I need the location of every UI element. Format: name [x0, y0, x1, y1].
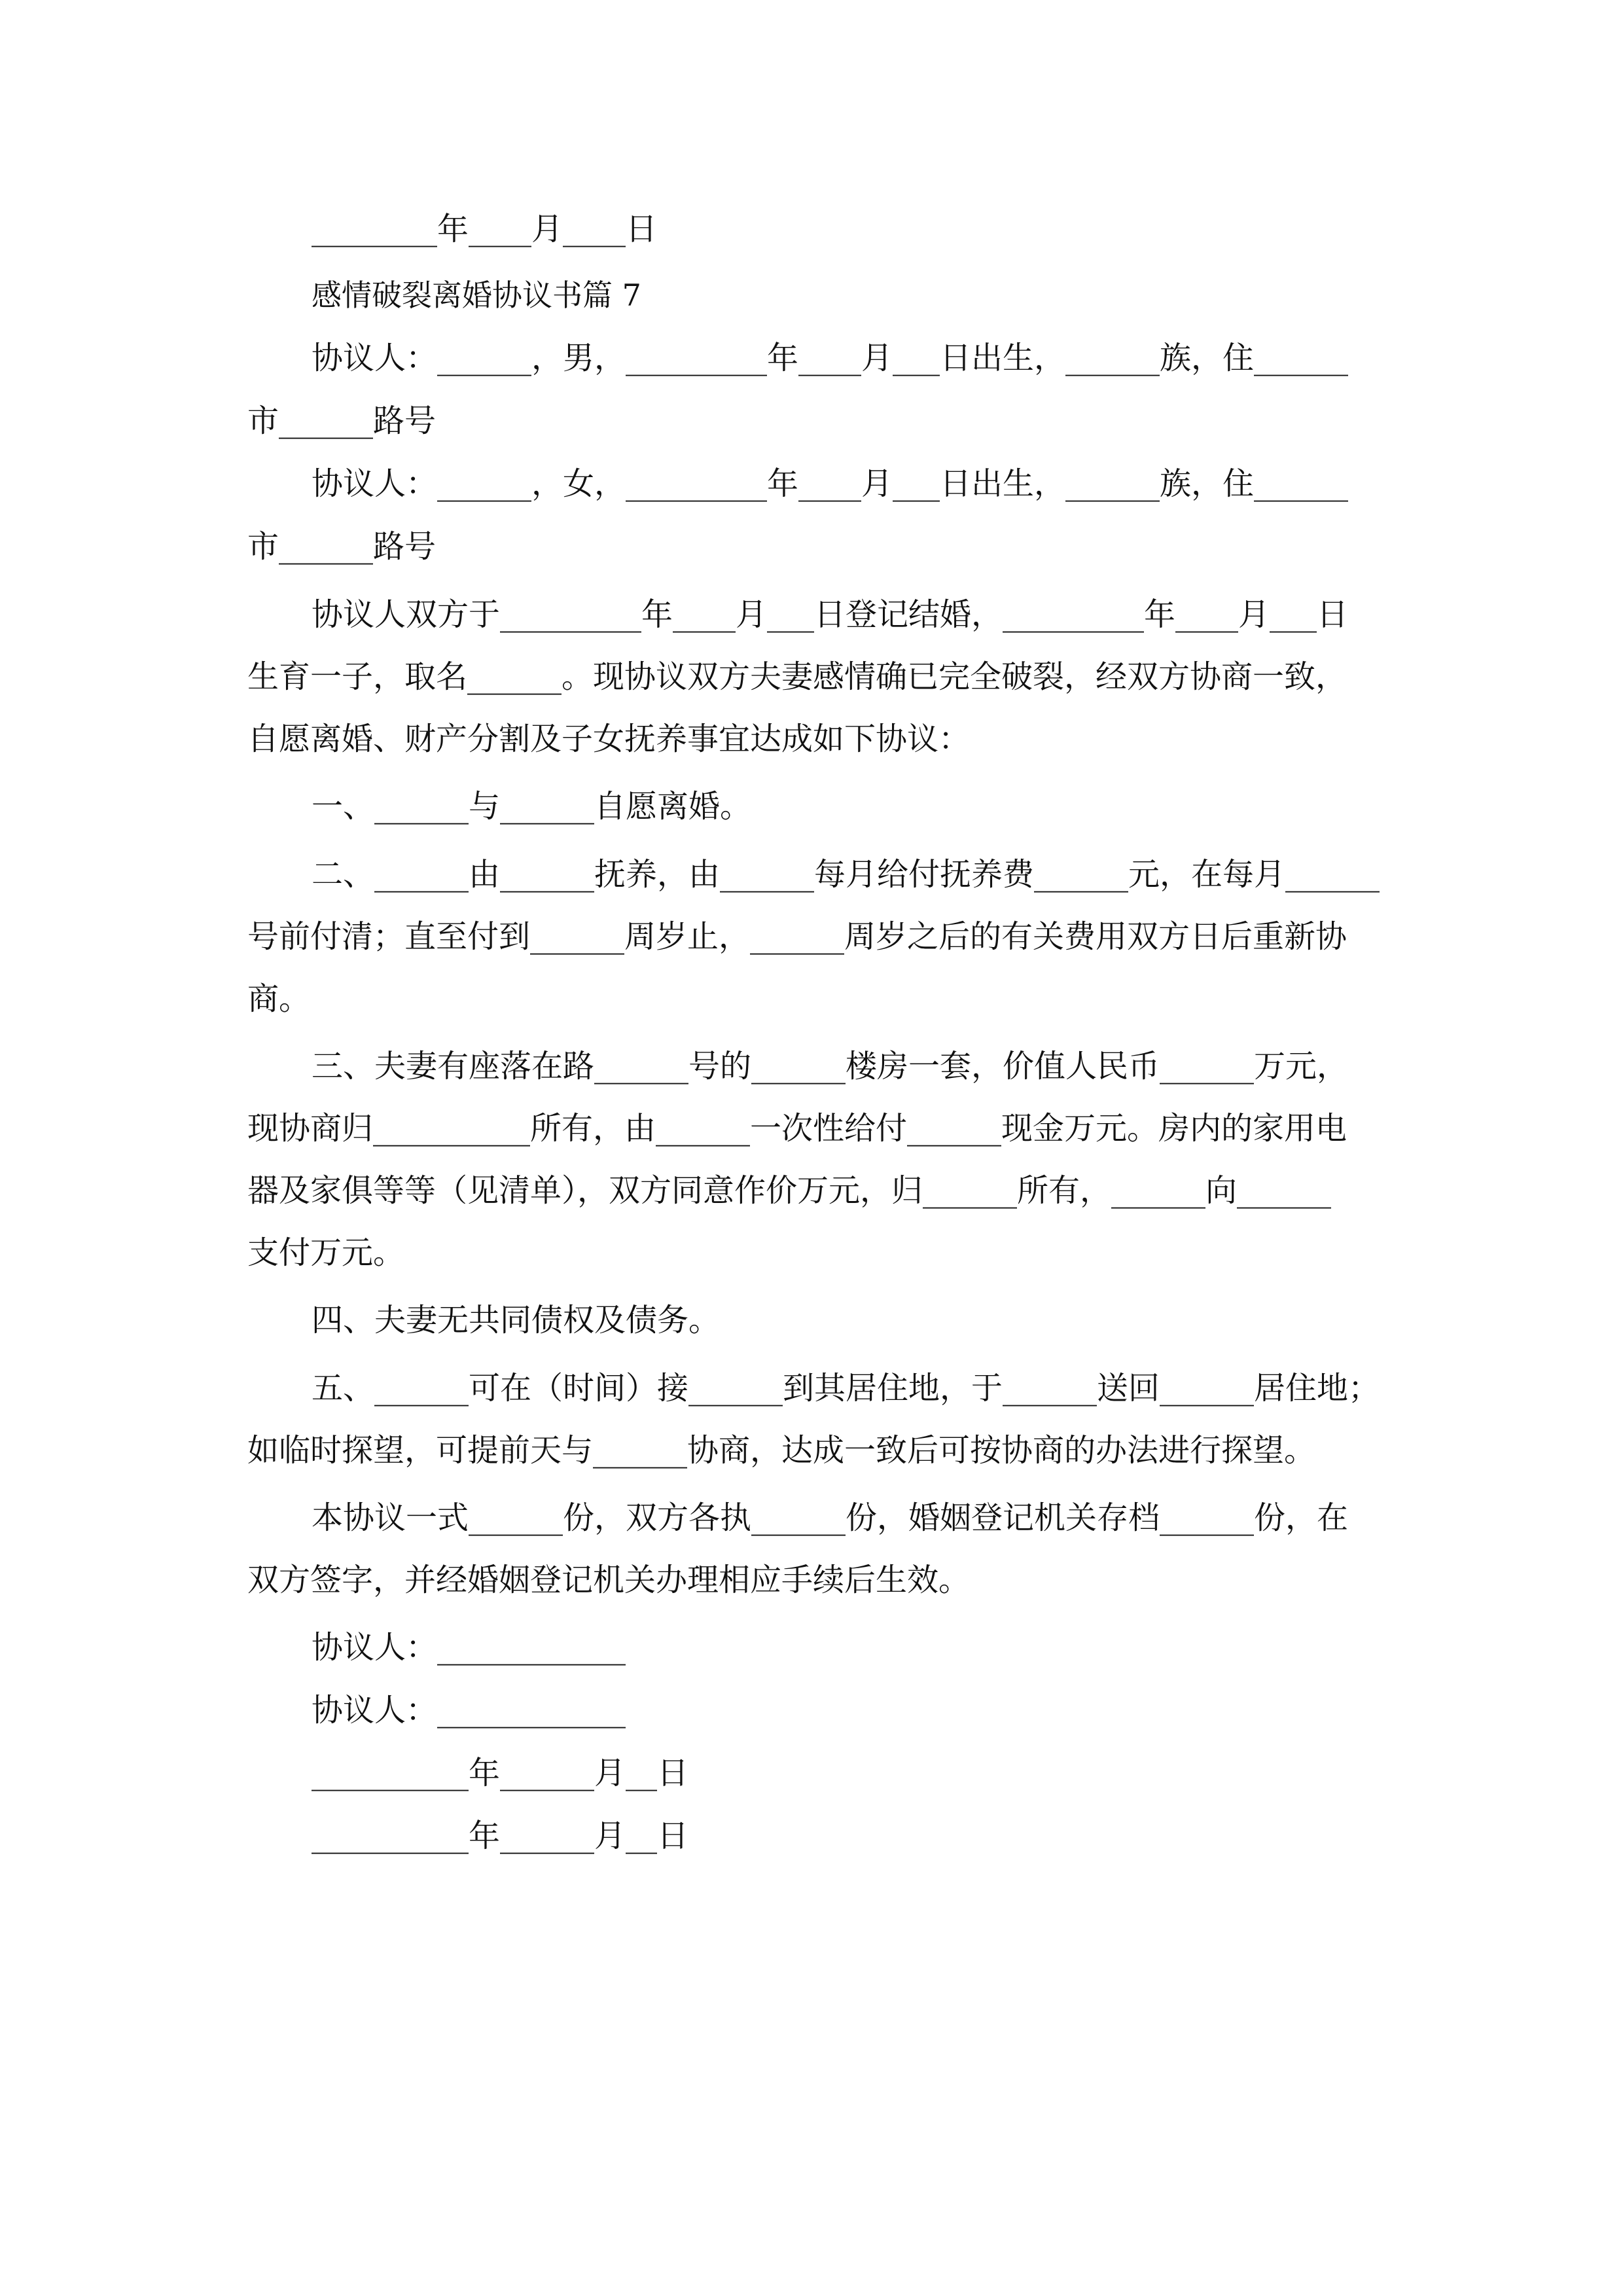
intro-paragraph-line-2: 生育一子，取名______。现协议双方夫妻感情确已完全破裂，经双方协商一致，	[247, 658, 1347, 695]
clause-3-line-3: 器及家俱等等（见清单），双方同意作价万元，归______所有，______向______	[247, 1172, 1332, 1209]
section-title: 感情破裂离婚协议书篇 7	[312, 278, 641, 313]
party-2-line: 协议人：______，女，_________年____月___日出生，______族，住______	[312, 465, 1349, 502]
clause-1: 一、______与______自愿离婚。	[312, 788, 752, 825]
signature-date-2: __________年______月__日	[312, 1818, 689, 1854]
copies-line-1: 本协议一式______份，双方各执______份，婚姻登记机关存档______份，在	[312, 1499, 1349, 1536]
copies-line-2: 双方签字，并经婚姻登记机关办理相应手续后生效。	[247, 1562, 971, 1598]
clause-5-line-1: 五、______可在（时间）接______到其居住地，于______送回______居住地；	[312, 1370, 1380, 1407]
intro-paragraph-line-3: 自愿离婚、财产分割及子女抚养事宜达成如下协议：	[247, 721, 971, 757]
clause-2-line-3: 商。	[247, 980, 311, 1017]
date-line: ________年____月____日	[312, 211, 658, 247]
party-1-line: 协议人：______，男，_________年____月___日出生，______族，住______	[312, 340, 1349, 376]
clause-2-line-1: 二、______由______抚养，由______每月给付抚养费______元，在每月______	[312, 856, 1380, 893]
clause-3-line-2: 现协商归__________所有，由______一次性给付______现金万元。房内的家用电	[247, 1110, 1347, 1147]
intro-paragraph-line-1: 协议人双方于_________年____月___日登记结婚，_________年____月___日	[312, 596, 1349, 633]
clause-3-line-1: 三、夫妻有座落在路______号的______楼房一套，价值人民币______万元，	[312, 1048, 1349, 1085]
clause-4: 四、夫妻无共同债权及债务。	[312, 1302, 721, 1338]
clause-3-line-4: 支付万元。	[247, 1234, 405, 1271]
signature-party-1: 协议人：____________	[312, 1629, 626, 1666]
clause-2-line-2: 号前付清；直至付到______周岁止，______周岁之后的有关费用双方日后重新协	[247, 918, 1347, 955]
signature-party-2: 协议人：____________	[312, 1692, 626, 1729]
signature-date-1: __________年______月__日	[312, 1755, 689, 1791]
clause-5-line-2: 如临时探望，可提前天与______协商，达成一致后可按协商的办法进行探望。	[247, 1432, 1316, 1469]
party-1-address: 市______路号	[247, 403, 437, 439]
party-2-address: 市______路号	[247, 528, 437, 565]
